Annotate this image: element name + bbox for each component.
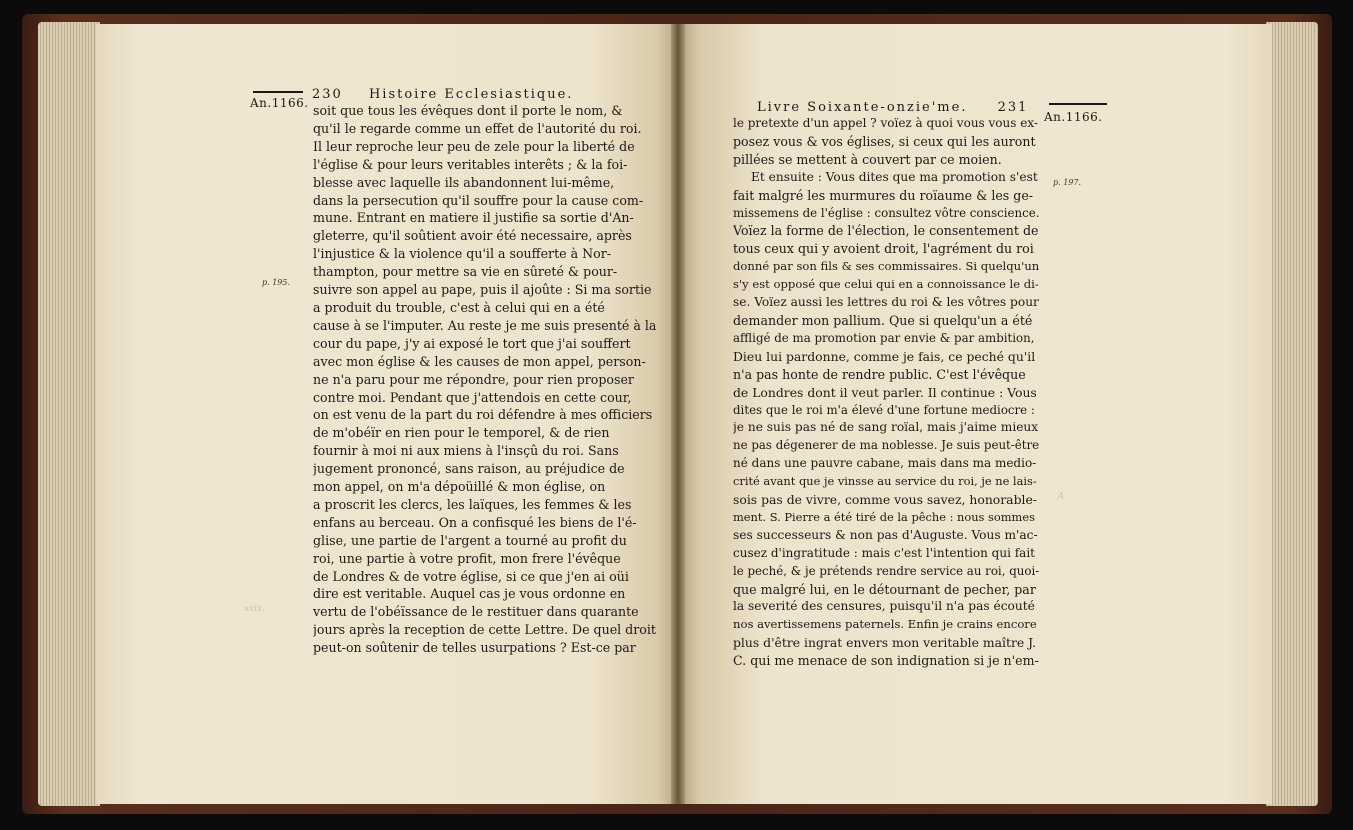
text-line: Et ensuite : Vous dites que ma promotion s'est: [751, 169, 1038, 184]
text-line: la severité des censures, puisqu'il n'a pas écouté: [733, 599, 1035, 614]
left-year-margin: An.1166.: [250, 96, 309, 110]
text-line: a produit du trouble, c'est à celui qui en a été: [313, 299, 605, 315]
left-header-rule: [253, 91, 303, 93]
text-line: ses successeurs & non pas d'Auguste. Vous m'ac-: [733, 527, 1038, 542]
text-line: ment. S. Pierre a été tiré de la pêche : nous sommes: [733, 509, 1035, 524]
text-line: se. Voïez aussi les lettres du roi & les vôtres pour: [733, 295, 1039, 310]
text-line: de Londres dont il veut parler. Il continue : Vous: [733, 384, 1037, 400]
text-line: cause à se l'imputer. Au reste je me suis presenté à la: [313, 317, 657, 333]
text-line: a proscrit les clercs, les laïques, les femmes & les: [313, 496, 632, 512]
text-line: le pretexte d'un appel ? voïez à quoi vous vous ex-: [733, 116, 1038, 130]
text-line: peut-on soûtenir de telles usurpations ? Est-ce par: [313, 640, 636, 656]
text-line: je ne suis pas né de sang roïal, mais j'aime mieux: [733, 420, 1039, 435]
show-through-mark: · A: [1052, 492, 1065, 502]
text-line: soit que tous les évêques dont il porte le nom, &: [313, 103, 623, 118]
text-line: mune. Entrant en matiere il justifie sa sortie d'An-: [313, 210, 634, 226]
text-line: Dieu lui pardonne, comme je fais, ce peché qu'il: [733, 348, 1036, 364]
right-year-margin: An.1166.: [1044, 110, 1103, 124]
text-line: n'a pas honte de rendre public. C'est l'évêque: [733, 366, 1026, 382]
right-text-column: [733, 115, 1039, 670]
right-running-head: [757, 100, 1028, 115]
text-line: fournir à moi ni aux miens à l'insçû du roi. Sans: [313, 443, 619, 459]
text-line: avec mon église & les causes de mon appel, person-: [313, 353, 646, 369]
text-line: le peché, & je prétends rendre service au roi, quoi-: [733, 563, 1039, 578]
text-line: missemens de l'église : consultez vôtre conscience.: [733, 205, 1039, 220]
text-line: dites que le roi m'a élevé d'une fortune mediocre :: [733, 402, 1035, 417]
left-page-number: 230: [312, 87, 343, 102]
text-line: suivre son appel au pape, puis il ajoûte : Si ma sortie: [313, 282, 652, 298]
text-line: glise, une partie de l'argent a tourné au profit du: [313, 532, 627, 548]
text-line: C. qui me menace de son indignation si je n'em-: [733, 653, 1039, 669]
book-gutter: [671, 24, 685, 804]
text-line: sois pas de vivre, comme vous savez, honorable-: [733, 492, 1037, 508]
text-line: l'injustice & la violence qu'il a soufferte à Nor-: [313, 246, 611, 262]
text-line: thampton, pour mettre sa vie en sûreté & pour-: [313, 264, 618, 280]
text-line: dans la persecution qu'il souffre pour la cause com-: [313, 192, 644, 208]
left-margin-note: p. 195.: [262, 278, 291, 287]
text-line: tous ceux qui y avoient droit, l'agrément du roi: [733, 241, 1034, 257]
show-through-mark: xxix.: [244, 604, 265, 614]
left-text-column: [313, 102, 660, 657]
text-line: jugement prononcé, sans raison, au préjudice de: [313, 461, 625, 477]
left-page-edges: [38, 22, 100, 806]
text-line: pillées se mettent à couvert par ce moien.: [733, 151, 1002, 167]
text-line: plus d'être ingrat envers mon veritable maître J.: [733, 635, 1037, 651]
text-line: jours après la reception de cette Lettre. De quel droit: [313, 622, 656, 638]
text-line: enfans au berceau. On a confisqué les biens de l'é-: [313, 514, 637, 530]
left-running-title: Histoire Ecclesiastique.: [368, 87, 574, 102]
text-line: Il leur reproche leur peu de zele pour la liberté de: [313, 138, 635, 154]
text-line: l'église & pour leurs veritables interêts ; & la foi-: [313, 156, 628, 172]
text-line: mon appel, on m'a dépoüillé & mon église, on: [313, 479, 606, 495]
text-line: roi, une partie à votre profit, mon frere l'évêque: [313, 550, 621, 566]
text-line: que malgré lui, en le détournant de pecher, par: [733, 581, 1036, 597]
text-line: qu'il le regarde comme un effet de l'autorité du roi.: [313, 120, 642, 136]
text-line: s'y est opposé que celui qui en a connoissance le di-: [733, 277, 1039, 292]
text-line: fait malgré les murmures du roïaume & les ge-: [733, 187, 1034, 203]
text-line: contre moi. Pendant que j'attendois en cette cour,: [313, 389, 632, 405]
text-line: cour du pape, j'y ai exposé le tort que j'ai souffert: [313, 335, 631, 351]
right-running-title: Livre Soixante-onzie'me.: [757, 100, 968, 115]
text-line: né dans une pauvre cabane, mais dans ma medio-: [733, 456, 1037, 471]
right-header-rule: [1049, 103, 1107, 105]
text-line: dire est veritable. Auquel cas je vous ordonne en: [313, 586, 626, 602]
text-line: affligé de ma promotion par envie & par ambition,: [733, 330, 1035, 345]
text-line: blesse avec laquelle ils abandonnent lui-même,: [313, 174, 615, 190]
text-line: on est venu de la part du roi défendre à mes officiers: [313, 407, 653, 423]
text-line: cusez d'ingratitude : mais c'est l'intention qui fait: [733, 545, 1035, 560]
text-line: ne pas dégenerer de ma noblesse. Je suis peut-être: [733, 438, 1039, 453]
text-line: crité avant que je vinsse au service du roi, je ne lais-: [733, 474, 1037, 489]
right-page-number: 231: [997, 100, 1029, 115]
right-page-edges: [1266, 22, 1318, 806]
text-line: ne n'a paru pour me répondre, pour rien proposer: [313, 371, 634, 387]
text-line: Voïez la forme de l'élection, le consentement de: [733, 223, 1039, 239]
text-line: gleterre, qu'il soûtient avoir été necessaire, après: [313, 228, 632, 244]
text-line: de m'obéïr en rien pour le temporel, & de rien: [313, 425, 610, 441]
text-line: vertu de l'obéïssance de le restituer dans quarante: [313, 604, 639, 620]
text-line: nos avertissemens paternels. Enfin je crains encore: [733, 617, 1037, 632]
text-line: de Londres & de votre église, si ce que j'en ai oüi: [313, 568, 629, 584]
text-line: demander mon pallium. Que si quelqu'un a été: [733, 312, 1033, 328]
left-running-head: [312, 87, 573, 102]
right-margin-note: p. 197.: [1053, 178, 1082, 187]
text-line: donné par son fils & ses commissaires. Si quelqu'un: [733, 259, 1039, 274]
text-line: posez vous & vos églises, si ceux qui les auront: [733, 133, 1036, 149]
